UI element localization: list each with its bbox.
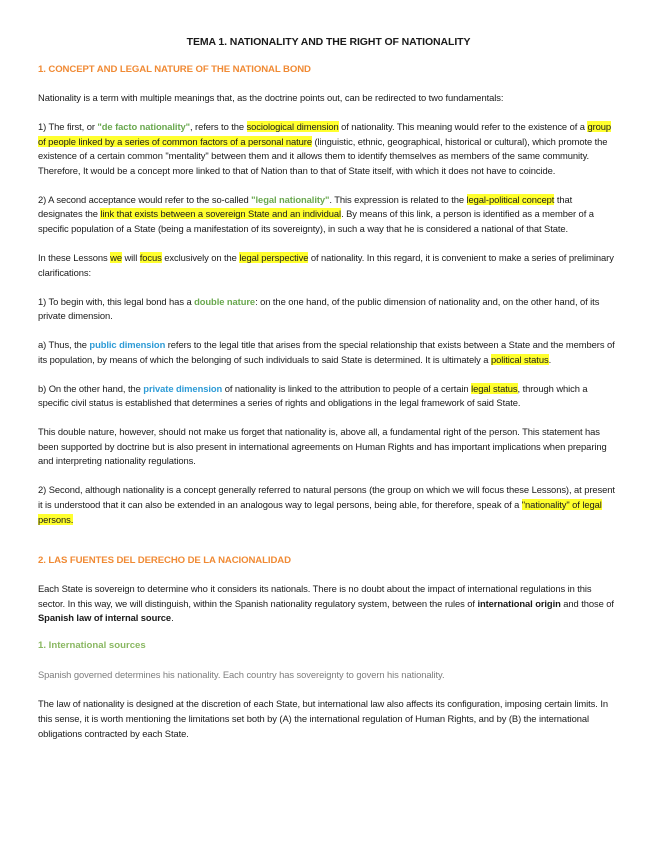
public-dimension-paragraph: a) Thus, the public dimension refers to the legal title that arises from the special relationship that exists between a State and the members of its population, by means of which the belonging of such individuals to said State is determined. It is ultimately a political status. [38, 339, 615, 365]
international-sources-heading: 1. International sources [38, 640, 146, 652]
intro-paragraph: Nationality is a term with multiple meanings that, as the doctrine points out, can be redirected to two fundamentals: [38, 92, 504, 103]
highlight-sociological-dimension: sociological dimension [246, 120, 339, 132]
double-nature-term: double nature [194, 295, 256, 307]
document-title: TEMA 1. NATIONALITY AND THE RIGHT OF NATIONALITY [186, 36, 471, 48]
highlight-focus: focus [139, 251, 162, 263]
fundamental-right-paragraph: This double nature, however, should not make us forget that nationality is, above all, a fundamental right of the person. This statement has been supported by doctrine but is also present in international agreements on Human Rights and has important implications when preparing and interpreting nationality regulations. [38, 426, 607, 467]
legal-nationality-term: "legal nationality" [251, 193, 330, 205]
public-dimension-term: public dimension [89, 339, 166, 351]
highlight-we: we [110, 251, 122, 263]
highlight-legal-status: legal status [471, 382, 518, 394]
highlight-political-status: political status [490, 353, 549, 365]
grey-note: Spanish governed determines his nationality. Each country has sovereignty to govern his nationality. [38, 669, 445, 681]
legal-persons-paragraph: 2) Second, although nationality is a concept generally referred to natural persons (the group on which we will focus these Lessons), at present it is understood that it can also be extended in an analogous way to legal persons, being able, for therefore, speak of a "nationality" of legal persons. [38, 484, 615, 525]
de-facto-nationality-paragraph: 1) The first, or "de facto nationality", refers to the sociological dimension of nationality. This meaning would refer to the existence of a group of people linked by a series of common factors of a personal nature (linguistic, ethnic, geographical, historical or cultural), which promote the existence of a certain common "mentality" between them and it allows them to identify themselves as members of the same community. Therefore, It would be a concept more linked to that of Nation than to that of State itself, with which it does not have to coincide. [38, 120, 612, 176]
bold-international-origin: international origin [477, 597, 561, 609]
highlight-legal-perspective: legal perspective [239, 251, 309, 263]
highlight-link-state-individual: link that exists between a sovereign State and an individual [100, 208, 342, 220]
highlight-legal-political-concept: legal-political concept [466, 193, 555, 205]
law-of-nationality-paragraph: The law of nationality is designed at the discretion of each State, but international law also affects its configuration, imposing certain limits. In this sense, it is worth mentioning the limitations set both by (A) the international regulation of Human Rights, and by (B) the international obligations contracted by each State. [38, 698, 608, 739]
double-nature-paragraph: 1) To begin with, this legal bond has a double nature: on the one hand, of the public dimension of nationality and, on the other hand, of its private dimension. [38, 295, 600, 322]
highlight-nationality-legal-persons: "nationality" of legal persons. [38, 499, 602, 525]
section-2-heading: 2. LAS FUENTES DEL DERECHO DE LA NACIONALIDAD [38, 555, 291, 567]
de-facto-nationality-term: "de facto nationality" [97, 120, 190, 132]
highlight-group-of-people: group of people linked by a series of common factors of a personal nature [38, 120, 612, 147]
private-dimension-paragraph: b) On the other hand, the private dimension of nationality is linked to the attribution to people of a certain legal status, through which a specific civil status is established that determines a series of rights and obligations in the legal framework of said State. [38, 382, 588, 409]
legal-nationality-paragraph: 2) A second acceptance would refer to the so-called "legal nationality". This expression is related to the legal-political concept that designates the link that exists between a sovereign State and an individual. By means of this link, a person is identified as a member of a specific population of a State (being a manifestation of its sovereignty), in such a way that he is considered a national of that State. [38, 193, 594, 234]
bold-spanish-law: Spanish law of internal source [38, 612, 172, 624]
section-1-heading: 1. CONCEPT AND LEGAL NATURE OF THE NATIONAL BOND [38, 64, 311, 75]
legal-perspective-paragraph: In these Lessons we will focus exclusively on the legal perspective of nationality. In this regard, it is convenient to make a series of preliminary clarifications: [38, 251, 614, 278]
sovereignty-paragraph: Each State is sovereign to determine who it considers its nationals. There is no doubt about the impact of international regulations in this sector. In this way, we will distinguish, within the Spanish nationality regulatory system, between the rules of international origin and those of Spanish law of internal source. [38, 583, 614, 624]
private-dimension-term: private dimension [143, 382, 223, 394]
